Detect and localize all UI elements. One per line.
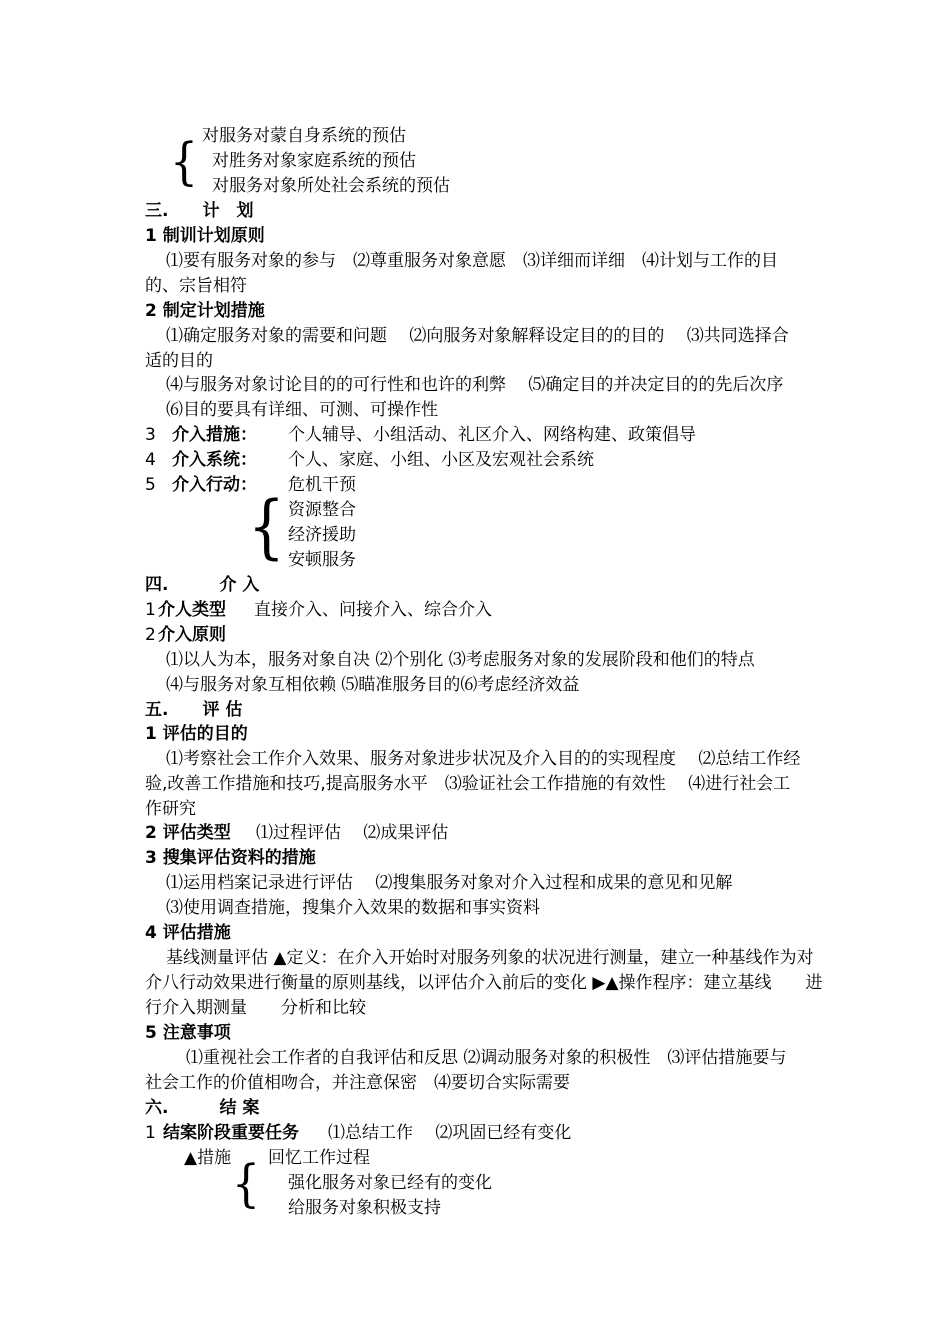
s5-p4-line-2: 介八行动效果进行衡量的原则基线，以评估介入前后的变化 ▶▲操作程序：建立基线 进 (145, 973, 823, 993)
s6-p1-num: 1 (145, 1123, 156, 1143)
s6-measure-2: 强化服务对象已经有的变化 (288, 1173, 492, 1193)
section-3-heading: 三. 计 划 (145, 201, 254, 221)
s5-p1-line-2: 验,改善工作措施和技巧,提高服务水平 ⑶验证社会工作措施的有效性 ⑷进行社会工 (145, 774, 791, 794)
s3-p5-item-4: 安顿服务 (288, 550, 356, 570)
s4-p1-num: 1 (145, 600, 156, 620)
s6-measure-1: 回忆工作过程 (268, 1148, 370, 1168)
s3-p3-num: 3 (145, 425, 156, 445)
s3-p4-num: 4 (145, 450, 156, 470)
s5-p5-line-2: 社会工作的价值相吻合，并注意保密 ⑷要切合实际需要 (145, 1073, 570, 1093)
s3-p5-num: 5 (145, 475, 156, 495)
s4-p2-label: 介入原则 (158, 625, 226, 645)
s3-p1-line-2: 的、宗旨相符 (145, 276, 247, 296)
s5-p2-text: ⑴过程评估 ⑵成果评估 (256, 823, 449, 843)
s3-p3-label: 介入措施： (172, 425, 257, 445)
section-5-heading: 五. 评 估 (145, 700, 243, 720)
s3-p3-text: 个人辅导、小组活动、礼区介入、网络构建、政策倡导 (288, 425, 696, 445)
s4-p1-label: 介人类型 (158, 600, 226, 620)
s3-p4-label: 介入系统： (172, 450, 257, 470)
s3-p2-line-4: ⑹目的要具有详细、可测、可操作性 (166, 400, 438, 420)
s5-p4-line-1: 基线测量评估 ▲定义：在介入开始时对服务列象的状况进行测量，建立一种基线作为对 (166, 948, 814, 968)
brace-top-list: { (170, 132, 198, 192)
s3-p5-item-3: 经济援助 (288, 525, 356, 545)
section-6-heading: 六. 结 案 (145, 1098, 260, 1118)
s3-p1-title: 1 制训计划原则 (145, 226, 265, 246)
s3-p4-text: 个人、家庭、小组、小区及宏观社会系统 (288, 450, 594, 470)
s3-p2-title: 2 制定计划措施 (145, 301, 265, 321)
s4-p2-line-2: ⑷与服务对象互相依赖 ⑸瞄准服务目的⑹考虑经济效益 (166, 675, 580, 695)
section-4-heading: 四. 介 入 (145, 575, 260, 595)
s5-p3-line-2: ⑶使用调查措施，搜集介入效果的数据和事实资料 (166, 898, 540, 918)
s5-p1-title: 1 评估的目的 (145, 724, 248, 744)
s3-p5-label: 介入行动： (172, 475, 257, 495)
s6-measure-3: 给服务对象积极支持 (288, 1198, 441, 1218)
s5-p3-line-1: ⑴运用档案记录进行评估 ⑵搜集服务对象对介入过程和成果的意见和见解 (166, 873, 733, 893)
s3-p2-line-2: 适的目的 (145, 351, 213, 371)
s4-p2-num: 2 (145, 625, 156, 645)
s4-p2-line-1: ⑴以人为本，服务对象自决 ⑵个别化 ⑶考虑服务对象的发展阶段和他们的特点 (166, 650, 755, 670)
s6-p1-label: 结案阶段重要任务 (163, 1123, 299, 1143)
s4-p1-text: 直接介入、问接介入、综合介入 (254, 600, 492, 620)
s3-p2-line-1: ⑴确定服务对象的需要和问题 ⑵向服务对象解释设定目的的目的 ⑶共同选择合 (166, 326, 789, 346)
s5-p4-title: 4 评估措施 (145, 923, 231, 943)
s6-p1-text: ⑴总结工作 ⑵巩固已经有变化 (328, 1123, 572, 1143)
s3-p5-item-1: 危机干预 (288, 475, 356, 495)
s5-p1-line-1: ⑴考察社会工作介入效果、服务对象进步状况及介入目的的实现程度 ⑵总结工作经 (166, 749, 801, 769)
s5-p3-title: 3 搜集评估资料的措施 (145, 848, 316, 868)
s5-p5-title: 5 注意事项 (145, 1023, 231, 1043)
brace-closing-measures: { (232, 1154, 260, 1214)
s5-p4-line-3: 行介入期测量 分析和比较 (145, 998, 366, 1018)
s6-measures-label: ▲措施 (184, 1148, 232, 1168)
brace-intervention-actions: { (248, 485, 285, 567)
s3-p5-item-2: 资源整合 (288, 500, 356, 520)
top-list-item-2: 对胜务对象家庭系统的预估 (212, 151, 416, 171)
s5-p5-line-1: ⑴重视社会工作者的自我评估和反思 ⑵调动服务对象的积极性 ⑶评估措施要与 (186, 1048, 787, 1068)
s5-p1-line-3: 作研究 (145, 799, 196, 819)
s5-p2-label: 2 评估类型 (145, 823, 231, 843)
top-list-item-1: 对服务对蒙自身系统的预估 (202, 126, 406, 146)
s3-p1-line-1: ⑴要有服务对象的参与 ⑵尊重服务对象意愿 ⑶详细而详细 ⑷计划与工作的目 (166, 251, 778, 271)
s3-p2-line-3: ⑷与服务对象讨论目的的可行性和也许的利弊 ⑸确定目的并决定目的的先后次序 (166, 375, 784, 395)
top-list-item-3: 对服务对象所处社会系统的预估 (212, 176, 450, 196)
